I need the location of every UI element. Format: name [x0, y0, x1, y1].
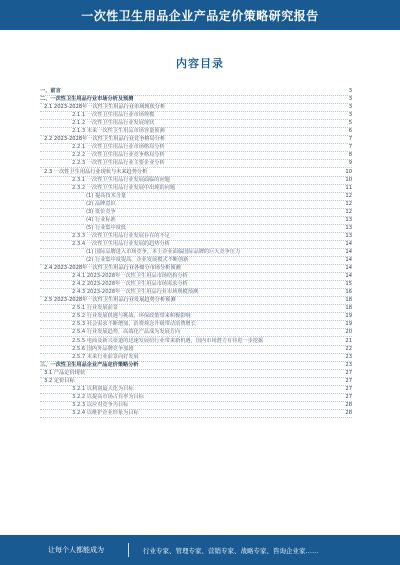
- toc-entry-title: 2.5.1 行业发展前景: [72, 305, 118, 312]
- toc-entry-page: 3: [348, 88, 352, 95]
- toc-entry-title: 3.2.2 以提高市场占有率为目标: [72, 393, 144, 400]
- toc-entry-title: 2.3.4 一次性卫生用品行业发展的趋势分析: [72, 240, 170, 247]
- toc-entry-page: 23: [345, 353, 352, 360]
- toc-entry-page: 21: [345, 337, 352, 344]
- toc-entry[interactable]: [40, 370, 352, 378]
- toc-entry-title: 2.1.2 一次性卫生用品行业发展现状: [72, 120, 155, 127]
- toc-entry-title: 2.5.4 行业发展趋势，高端化产品成为发展方向: [72, 329, 181, 336]
- footer-slogan: 让每个人都能成为: [48, 546, 104, 554]
- toc-entry-title: 2.3.3 一次性卫生用品行业发展存在的不足: [72, 232, 170, 239]
- toc-entry-page: 20: [345, 329, 352, 336]
- toc-entry-title: 3.2 定价目标: [44, 377, 75, 384]
- toc-entry-page: 14: [345, 257, 352, 264]
- toc-entry-page: 10: [345, 168, 352, 175]
- toc-entry-title: 2.5.6 国内外品牌竞争加剧: [72, 345, 134, 352]
- toc-entry-title: (5) 行业集中度低: [86, 224, 127, 231]
- toc-entry-page: 7: [348, 136, 352, 143]
- toc-entry-title: 2.3.2 一次性卫生用品行业发展中出现的问题: [72, 184, 176, 191]
- toc-entry-title: (2) 品牌意识: [86, 200, 116, 207]
- toc-entry-page: 27: [345, 369, 352, 376]
- toc-entry-title: (1) 国际品牌进入市场竞争，本土企业面临国际品牌的巨大竞争压力: [86, 248, 241, 255]
- toc-entry-page: 11: [345, 184, 352, 191]
- toc-entry-title: (2) 行业集中度提高，企业发展模式不断创新: [86, 257, 189, 264]
- toc-entry-page: 19: [345, 321, 352, 328]
- toc-entry[interactable]: [40, 362, 352, 370]
- toc-entry-title: 2.2.3 一次性卫生用品行业主要企业分析: [72, 160, 165, 167]
- toc-entry-title: 2.4.2 2023-2028年一次性卫生用品市场需求分析: [72, 281, 188, 288]
- toc-entry-title: 2.5.7 未来行业前景向好发展: [72, 353, 139, 360]
- toc-entry-page: 13: [345, 224, 352, 231]
- toc-entry[interactable]: [40, 410, 352, 418]
- table-of-contents: [40, 88, 352, 418]
- toc-entry-title: (1) 提高技术含量: [86, 192, 127, 199]
- toc-entry-title: 2.1.1 一次性卫生用品行业市场规模: [72, 112, 155, 119]
- toc-entry-page: 22: [345, 345, 352, 352]
- footer-divider: [128, 543, 129, 557]
- toc-entry-page: 27: [345, 393, 352, 400]
- toc-entry-title: (3) 低价竞争: [86, 208, 116, 215]
- toc-entry-page: 16: [345, 289, 352, 296]
- toc-entry-title: 2.4 2023-2028年一次性卫生用品行业各细分市场分析预测: [44, 265, 181, 272]
- toc-entry-page: 27: [345, 385, 352, 392]
- toc-entry-title: 3.2.1 以利润最大化为目标: [72, 385, 134, 392]
- toc-entry-page: 13: [345, 232, 352, 239]
- toc-entry-page: 23: [345, 361, 352, 368]
- report-title: 一次性卫生用品企业产品定价策略研究报告: [81, 8, 319, 23]
- header-bar: [0, 0, 400, 30]
- toc-entry-title: 2.3.1 一次性卫生用品行业发展面临的问题: [72, 176, 170, 183]
- toc-entry-title: 一、前言: [40, 88, 61, 95]
- toc-entry-title: 3.1 产品定价现状: [44, 369, 86, 376]
- footer-roles: 行业专家、管理专家、营销专家、战略专家、咨询企业家……: [143, 546, 319, 555]
- toc-entry-title: 2.5.2 行业发展机遇与挑战，环保政策带来积极影响: [72, 313, 191, 320]
- toc-entry-page: 15: [345, 281, 352, 288]
- toc-entry-page: 27: [345, 377, 352, 384]
- page-title: 内容目录: [176, 57, 224, 70]
- toc-entry-title: 2.3 一次性卫生用品行业现状与未来趋势分析: [44, 168, 148, 175]
- toc-entry-page: 14: [345, 248, 352, 255]
- toc-entry-page: 28: [345, 401, 352, 408]
- toc-entry-page: 19: [345, 313, 352, 320]
- toc-entry-page: 9: [348, 160, 352, 167]
- toc-entry-title: 2.5.3 社会需求不断增加，消费观念升级带动消费增长: [72, 321, 196, 328]
- toc-entry-page: 12: [345, 208, 352, 215]
- toc-entry-page: 14: [345, 240, 352, 247]
- toc-entry-page: 3: [348, 112, 352, 119]
- toc-entry-title: 2.2.2 一次性卫生用品行业竞争格局分析: [72, 152, 165, 159]
- toc-entry-title: 2.1.3 未来一次性卫生用品市场容量预测: [72, 128, 165, 135]
- toc-entry-page: 12: [345, 200, 352, 207]
- toc-entry-title: 3.2.4 以维护企业形象为目标: [72, 409, 139, 416]
- toc-entry-page: 14: [345, 273, 352, 280]
- toc-entry-page: 8: [348, 152, 352, 159]
- toc-entry-page: 3: [348, 104, 352, 111]
- toc-entry-page: 5: [348, 120, 352, 127]
- toc-entry-title: 三、一次性卫生用品企业产品定价策略分析: [40, 361, 139, 368]
- toc-entry-page: 14: [345, 265, 352, 272]
- toc-entry-title: 2.5.5 电商及新兴渠道的迅速发展给行业带来新机遇，国内市场潜力有待进一步挖掘: [72, 337, 264, 344]
- toc-entry-page: 12: [345, 192, 352, 199]
- toc-entry-title: (4) 行业标准: [86, 216, 116, 223]
- toc-entry-title: 3.2.3 以应对竞争为目标: [72, 401, 129, 408]
- toc-entry-page: 3: [348, 96, 352, 103]
- toc-entry-title: 2.1 2023-2028年一次性卫生用品行业市场现状分析: [44, 104, 166, 111]
- toc-entry-title: 2.4.3 2023-2028年一次性卫生用品行业市场规模预测: [72, 289, 199, 296]
- toc-entry-page: 18: [345, 305, 352, 312]
- toc-entry-title: 2.4.1 2023-2028年一次性卫生用品市场结构分析: [72, 273, 188, 280]
- toc-entry-title: 2.2.1 一次性卫生用品行业市场格局分析: [72, 144, 165, 151]
- footer-bar: [0, 535, 400, 565]
- toc-entry-title: 2.5 2023-2028年一次性卫生用品行业发展趋势分析预测: [44, 297, 176, 304]
- toc-entry-page: 13: [345, 216, 352, 223]
- toc-entry-page: 7: [348, 144, 352, 151]
- toc-entry-title: 2.2 2023-2028年一次性卫生用品行业竞争格局分析: [44, 136, 166, 143]
- toc-entry-page: 10: [345, 176, 352, 183]
- toc-entry-page: 18: [345, 297, 352, 304]
- toc-entry-page: 6: [348, 128, 352, 135]
- toc-entry-title: 二、一次性卫生用品行业市场分析及预测: [40, 96, 134, 103]
- toc-entry-page: 28: [345, 409, 352, 416]
